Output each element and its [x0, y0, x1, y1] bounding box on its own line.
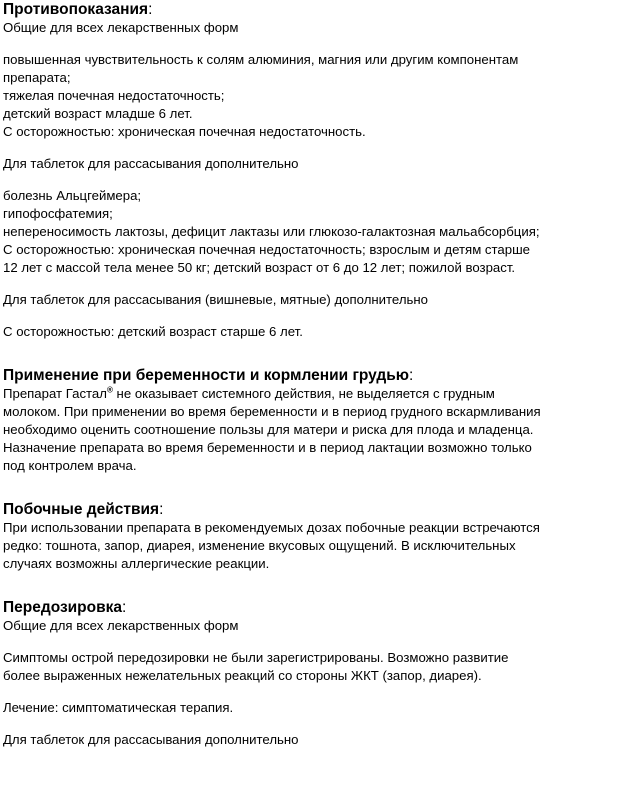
contraindication-item: непереносимость лактозы, дефицит лактазы или глюкозо-галактозная мальабсорбция; — [3, 224, 540, 239]
contraindications-subtitle: Общие для всех лекарственных форм — [3, 20, 239, 35]
drug-name: Препарат Гастал — [3, 386, 107, 401]
side-effects-text-line: редко: тошнота, запор, диарея, изменение вкусовых ощущений. В исключительных — [3, 538, 516, 553]
overdose-section — [3, 598, 627, 749]
section-heading — [3, 366, 627, 385]
registered-mark: ® — [106, 385, 113, 395]
side-effects-section — [3, 500, 627, 573]
contraindication-caution: С осторожностью: хроническая почечная недостаточность; взрослым и детям старше — [3, 242, 530, 257]
contraindication-item: детский возраст младше 6 лет. — [3, 106, 193, 121]
contraindication-caution: С осторожностью: хроническая почечная недостаточность. — [3, 124, 366, 139]
heading-colon: : — [122, 599, 127, 616]
lozenges-subheading: Для таблеток для рассасывания дополнительно — [3, 156, 299, 171]
heading-colon: : — [148, 1, 153, 18]
pregnancy-text-line: Назначение препарата во время беременности и в период лактации возможно только — [3, 440, 532, 455]
overdose-title: Передозировка — [3, 599, 123, 616]
overdose-text-line: более выраженных нежелательных реакций со стороны ЖКТ (запор, диарея). — [3, 668, 482, 683]
section-heading — [3, 500, 627, 519]
contraindication-item: повышенная чувствительность к солям алюминия, магния или другим компонентам — [3, 52, 519, 67]
pregnancy-text-rest: не оказывает системного действия, не выделяется с грудным — [112, 386, 495, 401]
pregnancy-section — [3, 366, 627, 475]
overdose-subtitle: Общие для всех лекарственных форм — [3, 618, 239, 633]
pregnancy-text-line: молоком. При применении во время беременности и в период грудного вскармливания — [3, 404, 541, 419]
contraindication-caution: С осторожностью: детский возраст старше 6 лет. — [3, 324, 303, 339]
overdose-lozenges-subheading: Для таблеток для рассасывания дополнительно — [3, 732, 299, 747]
contraindication-item: гипофосфатемия; — [3, 206, 113, 221]
pregnancy-title: Применение при беременности и кормлении грудью — [3, 367, 410, 384]
section-heading — [3, 598, 627, 617]
pregnancy-text-line — [3, 385, 627, 403]
heading-colon: : — [409, 367, 414, 384]
side-effects-text-line: При использовании препарата в рекомендуемых дозах побочные реакции встречаются — [3, 520, 540, 535]
pregnancy-text-line: под контролем врача. — [3, 458, 137, 473]
flavored-lozenges-subheading: Для таблеток для рассасывания (вишневые, мятные) дополнительно — [3, 292, 429, 307]
contraindications-section — [3, 0, 627, 341]
contraindication-item: препарата; — [3, 70, 71, 85]
overdose-text-line: Симптомы острой передозировки не были зарегистрированы. Возможно развитие — [3, 650, 509, 665]
instruction-document — [3, 0, 627, 749]
side-effects-title: Побочные действия — [3, 501, 160, 518]
side-effects-text-line: случаях возможны аллергические реакции. — [3, 556, 270, 571]
contraindication-item: тяжелая почечная недостаточность; — [3, 88, 225, 103]
pregnancy-text-line: необходимо оценить соотношение пользы для матери и риска для плода и младенца. — [3, 422, 534, 437]
section-heading — [3, 0, 627, 19]
contraindication-caution: 12 лет с массой тела менее 50 кг; детский возраст от 6 до 12 лет; пожилой возраст. — [3, 260, 516, 275]
contraindication-item: болезнь Альцгеймера; — [3, 188, 142, 203]
heading-colon: : — [159, 501, 164, 518]
overdose-treatment: Лечение: симптоматическая терапия. — [3, 700, 234, 715]
contraindications-title: Противопоказания — [3, 1, 149, 18]
